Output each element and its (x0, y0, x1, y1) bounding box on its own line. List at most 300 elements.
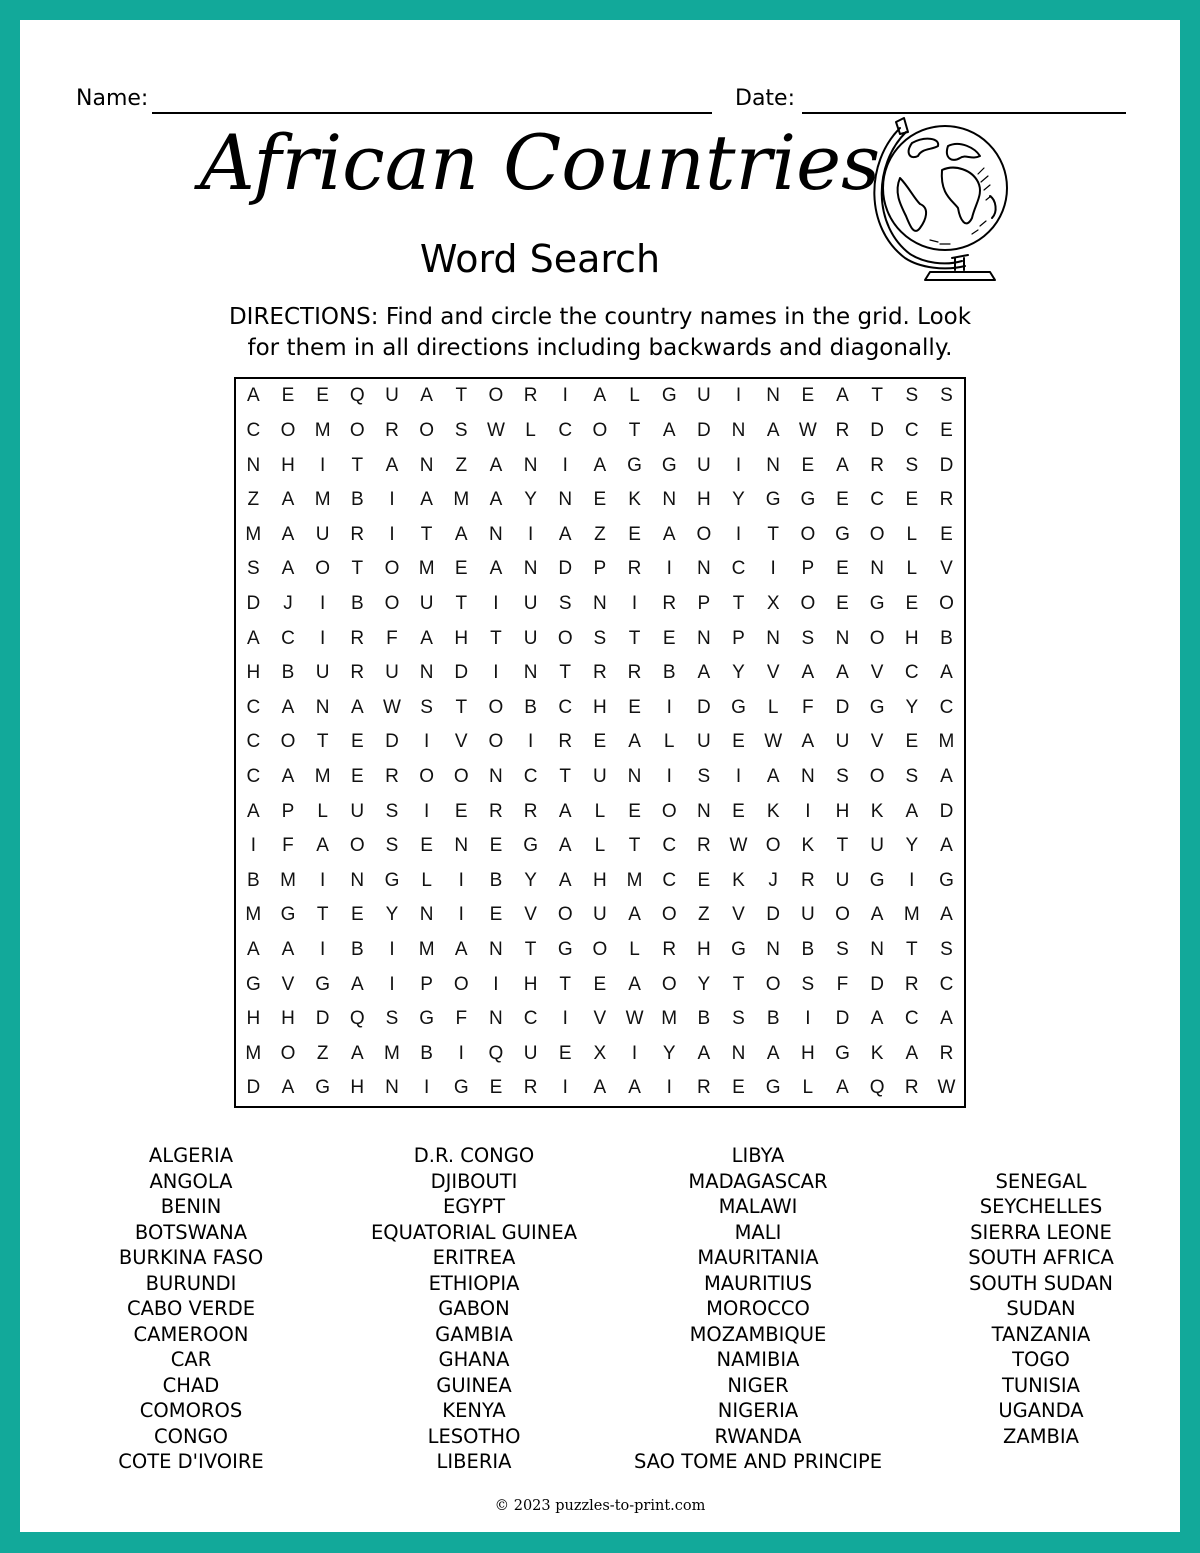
grid-letter[interactable]: E (350, 904, 364, 926)
grid-letter[interactable]: U (593, 766, 607, 787)
grid-letter[interactable]: Y (732, 662, 745, 684)
grid-letter[interactable]: I (666, 1077, 672, 1099)
grid-letter[interactable]: L (594, 835, 606, 857)
grid-letter[interactable]: E (350, 766, 364, 787)
grid-letter[interactable]: R (662, 592, 677, 614)
grid-letter[interactable]: H (350, 1077, 365, 1099)
grid-letter[interactable]: O (765, 835, 781, 857)
grid-letter[interactable]: R (385, 766, 399, 787)
grid-letter[interactable]: V (766, 662, 780, 684)
grid-letter[interactable]: B (524, 696, 537, 718)
grid-letter[interactable]: G (731, 696, 746, 718)
grid-letter[interactable]: A (316, 835, 329, 857)
grid-letter[interactable]: J (283, 592, 293, 614)
grid-letter[interactable]: I (735, 523, 742, 545)
grid-letter[interactable]: D (696, 419, 711, 441)
grid-letter[interactable]: B (489, 869, 503, 891)
grid-letter[interactable]: H (904, 627, 919, 649)
grid-letter[interactable]: A (628, 731, 641, 753)
grid-letter[interactable]: A (628, 973, 641, 995)
grid-letter[interactable]: E (940, 523, 953, 545)
grid-letter[interactable]: A (489, 489, 503, 511)
grid-letter[interactable]: I (320, 939, 326, 961)
grid-letter[interactable]: S (385, 1008, 399, 1030)
grid-letter[interactable]: T (524, 939, 537, 961)
grid-letter[interactable]: P (697, 592, 711, 614)
grid-letter[interactable]: G (939, 869, 954, 891)
grid-letter[interactable]: M (314, 419, 331, 441)
grid-letter[interactable]: N (419, 662, 434, 684)
grid-letter[interactable]: S (697, 766, 711, 787)
grid-letter[interactable]: N (523, 558, 538, 580)
grid-letter[interactable]: D (766, 904, 781, 926)
grid-letter[interactable]: U (835, 869, 850, 891)
grid-letter[interactable]: O (384, 558, 400, 580)
grid-letter[interactable]: F (386, 627, 398, 649)
grid-letter[interactable]: O (835, 904, 850, 926)
grid-letter[interactable]: A (281, 696, 295, 718)
grid-letter[interactable]: D (939, 800, 954, 822)
grid-letter[interactable]: O (419, 766, 434, 787)
name-field[interactable] (152, 112, 712, 114)
grid-letter[interactable]: T (559, 766, 572, 787)
grid-letter[interactable]: O (453, 973, 469, 995)
grid-letter[interactable]: A (281, 489, 295, 511)
grid-letter[interactable]: I (320, 454, 326, 476)
grid-letter[interactable]: W (625, 1008, 644, 1030)
grid-letter[interactable]: Y (697, 973, 711, 995)
grid-letter[interactable]: V (593, 1008, 607, 1030)
grid-letter[interactable]: U (696, 731, 711, 753)
grid-letter[interactable]: L (663, 731, 675, 753)
grid-letter[interactable]: K (732, 869, 745, 891)
grid-letter[interactable]: L (317, 800, 328, 822)
grid-letter[interactable]: H (281, 454, 295, 476)
grid-letter[interactable]: I (493, 973, 499, 995)
grid-letter[interactable]: G (384, 869, 400, 891)
grid-letter[interactable]: U (315, 662, 330, 684)
grid-letter[interactable]: V (524, 904, 537, 926)
grid-letter[interactable]: B (766, 1008, 780, 1030)
grid-letter[interactable]: H (696, 939, 711, 961)
grid-letter[interactable]: A (246, 385, 260, 407)
grid-letter[interactable]: C (246, 419, 261, 441)
grid-letter[interactable]: R (939, 1042, 954, 1064)
grid-letter[interactable]: D (246, 592, 261, 614)
grid-letter[interactable]: B (801, 939, 815, 961)
grid-letter[interactable]: G (800, 489, 816, 511)
grid-letter[interactable]: S (385, 800, 399, 822)
grid-letter[interactable]: N (870, 939, 884, 961)
grid-letter[interactable]: R (558, 731, 573, 753)
grid-letter[interactable]: A (558, 869, 572, 891)
grid-letter[interactable]: O (557, 627, 573, 649)
grid-letter[interactable]: A (766, 419, 780, 441)
grid-letter[interactable]: K (766, 800, 780, 822)
grid-letter[interactable]: U (385, 385, 399, 407)
grid-letter[interactable]: G (869, 592, 885, 614)
grid-letter[interactable]: S (836, 766, 849, 787)
grid-letter[interactable]: G (315, 1077, 331, 1099)
grid-letter[interactable]: C (870, 489, 884, 511)
grid-letter[interactable]: S (732, 1008, 745, 1030)
grid-letter[interactable]: P (593, 558, 607, 580)
grid-letter[interactable]: T (559, 662, 572, 684)
grid-letter[interactable]: A (420, 627, 433, 649)
grid-letter[interactable]: A (836, 454, 849, 476)
grid-letter[interactable]: Z (247, 489, 260, 511)
grid-letter[interactable]: A (940, 662, 953, 684)
grid-letter[interactable]: J (768, 869, 778, 891)
grid-letter[interactable]: Q (869, 1077, 885, 1099)
grid-letter[interactable]: A (836, 385, 849, 407)
grid-letter[interactable]: L (802, 1077, 814, 1099)
grid-letter[interactable]: T (455, 592, 468, 614)
grid-letter[interactable]: P (801, 558, 815, 580)
grid-letter[interactable]: H (281, 1008, 295, 1030)
grid-letter[interactable]: S (420, 696, 433, 718)
grid-letter[interactable]: W (764, 731, 783, 753)
grid-letter[interactable]: I (735, 385, 742, 407)
grid-letter[interactable]: I (735, 454, 742, 476)
grid-letter[interactable]: A (940, 904, 953, 926)
grid-letter[interactable]: D (454, 662, 469, 684)
grid-letter[interactable]: G (245, 973, 261, 995)
grid-letter[interactable]: O (349, 835, 365, 857)
grid-letter[interactable]: D (558, 558, 573, 580)
grid-letter[interactable]: N (246, 454, 261, 476)
grid-letter[interactable]: A (246, 627, 260, 649)
grid-letter[interactable]: L (767, 696, 779, 718)
grid-letter[interactable]: H (523, 973, 538, 995)
grid-letter[interactable]: G (869, 869, 885, 891)
grid-letter[interactable]: M (314, 489, 331, 511)
grid-letter[interactable]: A (801, 662, 815, 684)
grid-letter[interactable]: S (940, 385, 953, 407)
grid-letter[interactable]: M (245, 904, 262, 926)
grid-letter[interactable]: O (488, 696, 504, 718)
grid-letter[interactable]: R (350, 662, 365, 684)
grid-letter[interactable]: M (245, 523, 262, 545)
grid-letter[interactable]: N (593, 592, 607, 614)
grid-letter[interactable]: E (489, 835, 503, 857)
grid-letter[interactable]: C (662, 869, 677, 891)
grid-letter[interactable]: T (316, 731, 329, 753)
grid-letter[interactable]: O (592, 939, 608, 961)
grid-letter[interactable]: L (906, 558, 918, 580)
grid-letter[interactable]: N (766, 385, 781, 407)
grid-letter[interactable]: E (316, 385, 329, 407)
grid-letter[interactable]: T (732, 592, 745, 614)
grid-letter[interactable]: Z (594, 523, 606, 545)
grid-letter[interactable]: M (384, 1042, 400, 1064)
grid-letter[interactable]: E (628, 696, 641, 718)
grid-letter[interactable]: R (662, 939, 677, 961)
grid-letter[interactable]: O (488, 731, 504, 753)
grid-letter[interactable]: C (558, 419, 573, 441)
grid-letter[interactable]: A (870, 904, 884, 926)
grid-letter[interactable]: T (628, 627, 641, 649)
grid-letter[interactable]: H (593, 696, 607, 718)
grid-letter[interactable]: N (489, 1008, 503, 1030)
grid-letter[interactable]: E (801, 385, 815, 407)
grid-letter[interactable]: E (836, 592, 849, 614)
grid-letter[interactable]: B (350, 592, 364, 614)
grid-letter[interactable]: A (940, 1008, 953, 1030)
grid-letter[interactable]: D (870, 973, 884, 995)
grid-letter[interactable]: A (836, 1077, 849, 1099)
grid-letter[interactable]: M (245, 1042, 262, 1064)
grid-letter[interactable]: S (905, 385, 919, 407)
grid-letter[interactable]: B (940, 627, 953, 649)
grid-letter[interactable]: B (350, 939, 364, 961)
grid-letter[interactable]: L (629, 385, 640, 407)
grid-letter[interactable]: B (662, 662, 676, 684)
grid-letter[interactable]: O (349, 419, 365, 441)
grid-letter[interactable]: E (420, 835, 433, 857)
grid-letter[interactable]: I (493, 592, 499, 614)
grid-letter[interactable]: I (562, 385, 568, 407)
grid-letter[interactable]: K (628, 489, 641, 511)
grid-letter[interactable]: M (938, 731, 955, 753)
grid-letter[interactable]: W (486, 419, 505, 441)
grid-letter[interactable]: N (731, 419, 746, 441)
grid-letter[interactable]: G (557, 939, 573, 961)
grid-letter[interactable]: R (489, 800, 503, 822)
grid-letter[interactable]: N (766, 627, 781, 649)
grid-letter[interactable]: O (661, 973, 677, 995)
grid-letter[interactable]: I (631, 592, 638, 614)
grid-letter[interactable]: G (627, 454, 642, 476)
grid-letter[interactable]: O (696, 523, 712, 545)
grid-letter[interactable]: C (731, 558, 746, 580)
grid-letter[interactable]: B (697, 1008, 711, 1030)
grid-letter[interactable]: M (418, 939, 435, 961)
grid-letter[interactable]: T (316, 904, 329, 926)
grid-letter[interactable]: E (732, 1077, 745, 1099)
grid-letter[interactable]: T (455, 385, 468, 407)
grid-letter[interactable]: V (870, 731, 884, 753)
grid-letter[interactable]: A (870, 1008, 884, 1030)
grid-letter[interactable]: B (281, 662, 295, 684)
grid-letter[interactable]: P (281, 800, 295, 822)
grid-letter[interactable]: H (246, 662, 261, 684)
grid-letter[interactable]: R (870, 454, 884, 476)
grid-letter[interactable]: E (732, 731, 745, 753)
grid-letter[interactable]: R (904, 1077, 919, 1099)
grid-letter[interactable]: N (766, 454, 781, 476)
grid-letter[interactable]: I (631, 1042, 638, 1064)
grid-letter[interactable]: T (871, 385, 883, 407)
grid-letter[interactable]: R (939, 489, 954, 511)
grid-letter[interactable]: N (696, 800, 711, 822)
grid-letter[interactable]: O (280, 1042, 296, 1064)
grid-letter[interactable]: M (314, 766, 331, 787)
grid-letter[interactable]: Y (732, 489, 745, 511)
grid-letter[interactable]: I (458, 904, 464, 926)
grid-letter[interactable]: V (732, 904, 745, 926)
grid-letter[interactable]: D (835, 696, 850, 718)
grid-letter[interactable]: N (489, 766, 503, 787)
grid-letter[interactable]: F (455, 1008, 468, 1030)
grid-letter[interactable]: Q (488, 1042, 504, 1064)
grid-letter[interactable]: G (523, 835, 538, 857)
grid-letter[interactable]: A (454, 523, 468, 545)
grid-letter[interactable]: O (384, 592, 400, 614)
grid-letter[interactable]: A (420, 385, 433, 407)
grid-letter[interactable]: I (562, 1008, 568, 1030)
grid-letter[interactable]: E (593, 489, 607, 511)
grid-letter[interactable]: A (454, 939, 468, 961)
grid-letter[interactable]: I (493, 662, 499, 684)
grid-letter[interactable]: K (870, 1042, 884, 1064)
grid-letter[interactable]: C (662, 835, 677, 857)
grid-letter[interactable]: L (421, 869, 432, 891)
grid-letter[interactable]: N (731, 1042, 746, 1064)
grid-letter[interactable]: A (350, 1042, 364, 1064)
grid-letter[interactable]: C (281, 627, 295, 649)
grid-letter[interactable]: M (418, 558, 435, 580)
grid-letter[interactable]: A (281, 766, 295, 787)
grid-letter[interactable]: N (870, 558, 884, 580)
grid-letter[interactable]: C (523, 766, 538, 787)
grid-letter[interactable]: G (731, 939, 746, 961)
grid-letter[interactable]: A (940, 835, 953, 857)
grid-letter[interactable]: A (766, 766, 780, 787)
grid-letter[interactable]: E (905, 592, 919, 614)
grid-letter[interactable]: O (800, 592, 816, 614)
grid-letter[interactable]: F (282, 835, 294, 857)
grid-letter[interactable]: E (489, 1077, 503, 1099)
grid-letter[interactable]: U (523, 1042, 538, 1064)
grid-letter[interactable]: O (592, 419, 608, 441)
grid-letter[interactable]: M (453, 489, 470, 511)
grid-letter[interactable]: O (557, 904, 573, 926)
grid-letter[interactable]: I (666, 766, 672, 787)
grid-letter[interactable]: I (562, 454, 568, 476)
grid-letter[interactable]: E (350, 731, 364, 753)
grid-letter[interactable]: S (593, 627, 607, 649)
grid-letter[interactable]: C (246, 696, 261, 718)
grid-letter[interactable]: M (626, 869, 643, 891)
grid-letter[interactable]: N (696, 558, 711, 580)
grid-letter[interactable]: U (696, 454, 711, 476)
grid-letter[interactable]: Y (905, 835, 919, 857)
grid-letter[interactable]: I (770, 558, 776, 580)
grid-letter[interactable]: B (350, 489, 364, 511)
grid-letter[interactable]: O (280, 419, 296, 441)
grid-letter[interactable]: N (489, 523, 503, 545)
grid-letter[interactable]: H (246, 1008, 261, 1030)
grid-letter[interactable]: P (732, 627, 745, 649)
grid-letter[interactable]: I (389, 489, 395, 511)
grid-letter[interactable]: R (835, 419, 850, 441)
grid-letter[interactable]: I (320, 627, 326, 649)
grid-letter[interactable]: Z (455, 454, 468, 476)
grid-letter[interactable]: A (281, 939, 295, 961)
grid-letter[interactable]: A (558, 523, 572, 545)
grid-letter[interactable]: D (696, 696, 711, 718)
grid-letter[interactable]: C (246, 731, 261, 753)
grid-letter[interactable]: E (836, 489, 849, 511)
grid-letter[interactable]: C (904, 662, 919, 684)
grid-letter[interactable]: C (939, 973, 954, 995)
grid-letter[interactable]: H (696, 489, 711, 511)
grid-letter[interactable]: D (870, 419, 884, 441)
grid-letter[interactable]: S (246, 558, 260, 580)
grid-letter[interactable]: D (246, 1077, 261, 1099)
grid-letter[interactable]: C (939, 696, 954, 718)
grid-letter[interactable]: O (869, 627, 885, 649)
grid-letter[interactable]: K (801, 835, 815, 857)
grid-letter[interactable]: I (320, 869, 326, 891)
grid-letter[interactable]: A (281, 558, 295, 580)
grid-letter[interactable]: D (385, 731, 399, 753)
grid-letter[interactable]: R (350, 523, 365, 545)
grid-letter[interactable]: R (523, 1077, 538, 1099)
grid-letter[interactable]: A (489, 558, 503, 580)
grid-letter[interactable]: A (558, 835, 572, 857)
grid-letter[interactable]: R (523, 385, 538, 407)
grid-letter[interactable]: P (420, 973, 433, 995)
grid-letter[interactable]: E (905, 489, 919, 511)
grid-letter[interactable]: T (905, 939, 918, 961)
grid-letter[interactable]: A (281, 1077, 295, 1099)
grid-letter[interactable]: A (350, 696, 364, 718)
grid-letter[interactable]: K (870, 800, 884, 822)
grid-letter[interactable]: I (527, 731, 534, 753)
grid-letter[interactable]: O (661, 904, 677, 926)
grid-letter[interactable]: I (527, 523, 534, 545)
grid-letter[interactable]: N (766, 939, 781, 961)
grid-letter[interactable]: S (905, 454, 919, 476)
grid-letter[interactable]: I (562, 1077, 568, 1099)
grid-letter[interactable]: R (523, 800, 538, 822)
grid-letter[interactable]: M (280, 869, 296, 891)
grid-letter[interactable]: A (246, 800, 260, 822)
grid-letter[interactable]: F (836, 973, 849, 995)
grid-letter[interactable]: W (937, 1077, 956, 1099)
grid-letter[interactable]: G (869, 696, 885, 718)
grid-letter[interactable]: A (593, 385, 607, 407)
grid-letter[interactable]: S (801, 973, 815, 995)
grid-letter[interactable]: E (662, 627, 676, 649)
grid-letter[interactable]: R (350, 627, 365, 649)
grid-letter[interactable]: T (628, 835, 641, 857)
grid-letter[interactable]: Z (316, 1042, 329, 1064)
grid-letter[interactable]: R (627, 662, 642, 684)
grid-letter[interactable]: D (835, 1008, 850, 1030)
grid-letter[interactable]: I (805, 1008, 811, 1030)
grid-letter[interactable]: U (593, 904, 607, 926)
grid-letter[interactable]: N (627, 766, 642, 787)
grid-letter[interactable]: E (732, 800, 745, 822)
grid-letter[interactable]: O (869, 523, 885, 545)
grid-letter[interactable]: A (905, 1042, 919, 1064)
grid-letter[interactable]: B (420, 1042, 433, 1064)
grid-letter[interactable]: N (696, 627, 711, 649)
grid-letter[interactable]: E (905, 731, 919, 753)
grid-letter[interactable]: H (454, 627, 469, 649)
grid-letter[interactable]: U (835, 731, 850, 753)
grid-letter[interactable]: O (765, 973, 781, 995)
grid-letter[interactable]: U (800, 904, 815, 926)
grid-letter[interactable]: A (558, 800, 572, 822)
grid-letter[interactable]: E (593, 973, 607, 995)
grid-letter[interactable]: A (593, 454, 607, 476)
grid-letter[interactable]: O (488, 385, 504, 407)
grid-letter[interactable]: A (662, 523, 676, 545)
